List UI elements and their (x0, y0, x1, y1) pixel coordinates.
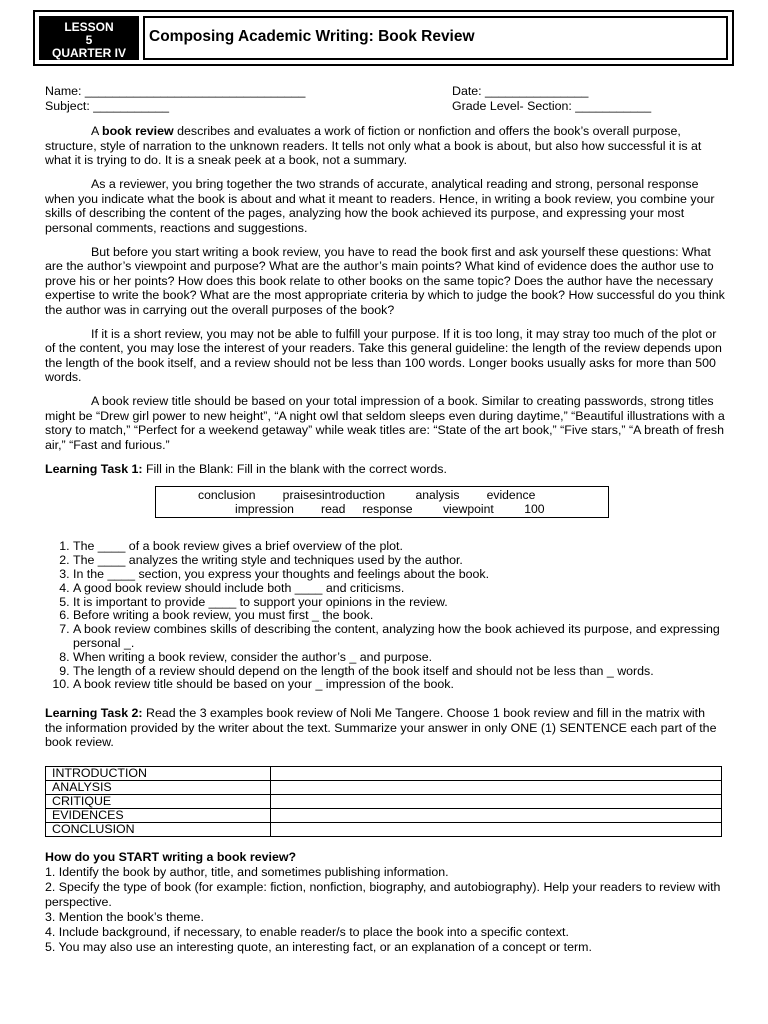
review-matrix (45, 766, 722, 837)
matrix-label: ANALYSIS (46, 780, 271, 794)
table-row (46, 766, 722, 780)
task1-label: Learning Task 1: (45, 461, 143, 476)
page-title: Composing Academic Writing: Book Review (149, 28, 475, 45)
how-to-start-section (45, 850, 725, 955)
list-item: 8. When writing a book review, consider the author’s _ and purpose. (73, 651, 725, 665)
step-item: 5. You may also use an interesting quote, an interesting fact, or an explanation of a concept or term. (45, 939, 592, 954)
matrix-answer-cell[interactable] (271, 780, 722, 794)
name-field[interactable]: Name: ________________________________ (45, 84, 306, 98)
paragraph-definition (45, 124, 725, 168)
list-item: 3. In the ____ section, you express your thoughts and feelings about the book. (73, 568, 725, 582)
lesson-number: 5 (85, 33, 93, 47)
list-item: 5. It is important to provide ____ to support your opinions in the review. (73, 596, 725, 610)
task1-text: Fill in the Blank: Fill in the blank with the correct words. (142, 461, 447, 476)
title-box (143, 16, 728, 60)
step-item: 2. Specify the type of book (for example: fiction, nonfiction, biography, and autobiography). Help your readers to review with perspective. (45, 879, 721, 909)
word-bank-line: conclusion praisesintroduction analysis evidence (198, 488, 536, 503)
table-row (46, 794, 722, 808)
list-item: 9. The length of a review should depend on the length of the book itself and should not be less than _ words. (73, 665, 725, 679)
word-bank-line: impression read response viewpoint 100 (235, 501, 545, 516)
paragraph-text: describes and evaluates a work of fiction or nonfiction and offers the book’s overall purpose, structure, style of narration to the unknown readers. It tells not only what a book is about, but also how successful it is at what it is trying to do. It is a sneak peek at a book, not a summary. (45, 124, 702, 168)
list-item: 2. The ____ analyzes the writing style and techniques used by the author. (73, 554, 725, 568)
table-row (46, 808, 722, 822)
quarter-label: QUARTER IV (51, 46, 126, 60)
word-bank (155, 486, 609, 518)
lesson-header (33, 10, 734, 66)
list-item: 6. Before writing a book review, you must first _ the book. (73, 609, 725, 623)
paragraph-text: A (91, 124, 103, 138)
matrix-answer-cell[interactable] (271, 794, 722, 808)
student-info-fields (45, 84, 735, 113)
task1-instructions (45, 462, 725, 477)
lesson-label: LESSON (64, 20, 114, 34)
subject-field[interactable]: Subject: ___________ (45, 98, 170, 113)
task2-label: Learning Task 2: (45, 706, 143, 721)
step-item: 4. Include background, if necessary, to enable reader/s to place the book into a specific context. (45, 924, 569, 939)
lesson-badge (39, 16, 139, 60)
step-item: 1. Identify the book by author, title, and sometimes publishing information. (45, 864, 449, 879)
task2-instructions (45, 706, 725, 750)
matrix-label: EVIDENCES (46, 808, 271, 822)
matrix-label: CRITIQUE (46, 794, 271, 808)
matrix-label: CONCLUSION (46, 822, 271, 836)
grade-section-field[interactable]: Grade Level- Section: ___________ (452, 98, 652, 113)
table-row (46, 780, 722, 794)
table-row (46, 822, 722, 836)
section-heading: How do you START writing a book review? (45, 849, 297, 864)
bold-term: book review (102, 124, 174, 138)
main-content (45, 124, 725, 955)
paragraph-questions: But before you start writing a book review, you have to read the book first and ask yourself these questions: What are the author’s viewpoint and purpose? What are the author’s main points? What kind of evidence does the author use to prove his or her points? How does this book relate to other books on the same topic? Does the author have the necessary expertise to write the book? What are the most appropriate criteria by which to judge the book? How successful do you think the author was in carrying out the overall purposes of the book? (45, 244, 725, 317)
paragraph-titles: A book review title should be based on your total impression of a book. Similar to creating passwords, strong titles might be “Drew girl power to new height”, “A night owl that seldom sleeps even during daytime,” “Beautiful illustrations with a story to match,” “Perfect for a weekend getaway” while weak titles are: “State of the art book,” “Five stars,” “A breath of fresh air,” “Fast and furious.” (45, 394, 725, 453)
paragraph-length: If it is a short review, you may not be able to fulfill your purpose. If it is too long, it may stray too much of the plot or of the content, you may lose the interest of your readers. Take this general guideline: the length of the review depends upon the length of the book itself, and a review should not be less than 100 words. Longer books usually asks for more than 500 words. (45, 326, 722, 385)
matrix-answer-cell[interactable] (271, 822, 722, 836)
matrix-label: INTRODUCTION (46, 766, 271, 780)
paragraph-reviewer: As a reviewer, you bring together the two strands of accurate, analytical reading and strong, personal response when you indicate what the book is about and what it meant to readers. Hence, in writing a book review, you combine your skills of describing the content of the pages, analyzing how the book achieved its purpose, and expressing your most personal comments, reactions and suggestions. (45, 176, 715, 235)
task2-text: Read the 3 examples book review of Noli Me Tangere. Choose 1 book review and fill in the matrix with the information provided by the writer about the text. Summarize your answer in only ONE (1) SENTENCE each part of the book review. (45, 706, 717, 750)
fill-in-blank-list (45, 540, 725, 692)
matrix-answer-cell[interactable] (271, 766, 722, 780)
matrix-answer-cell[interactable] (271, 808, 722, 822)
date-field[interactable]: Date: _______________ (452, 84, 589, 98)
list-item: 7. A book review combines skills of describing the content, analyzing how the book achieved its purpose, and expressing personal _. (73, 623, 725, 651)
list-item: 4. A good book review should include both ____ and criticisms. (73, 582, 725, 596)
list-item: 1. The ____ of a book review gives a brief overview of the plot. (73, 540, 725, 554)
list-item: 10. A book review title should be based on your _ impression of the book. (73, 678, 725, 692)
step-item: 3. Mention the book’s theme. (45, 909, 204, 924)
